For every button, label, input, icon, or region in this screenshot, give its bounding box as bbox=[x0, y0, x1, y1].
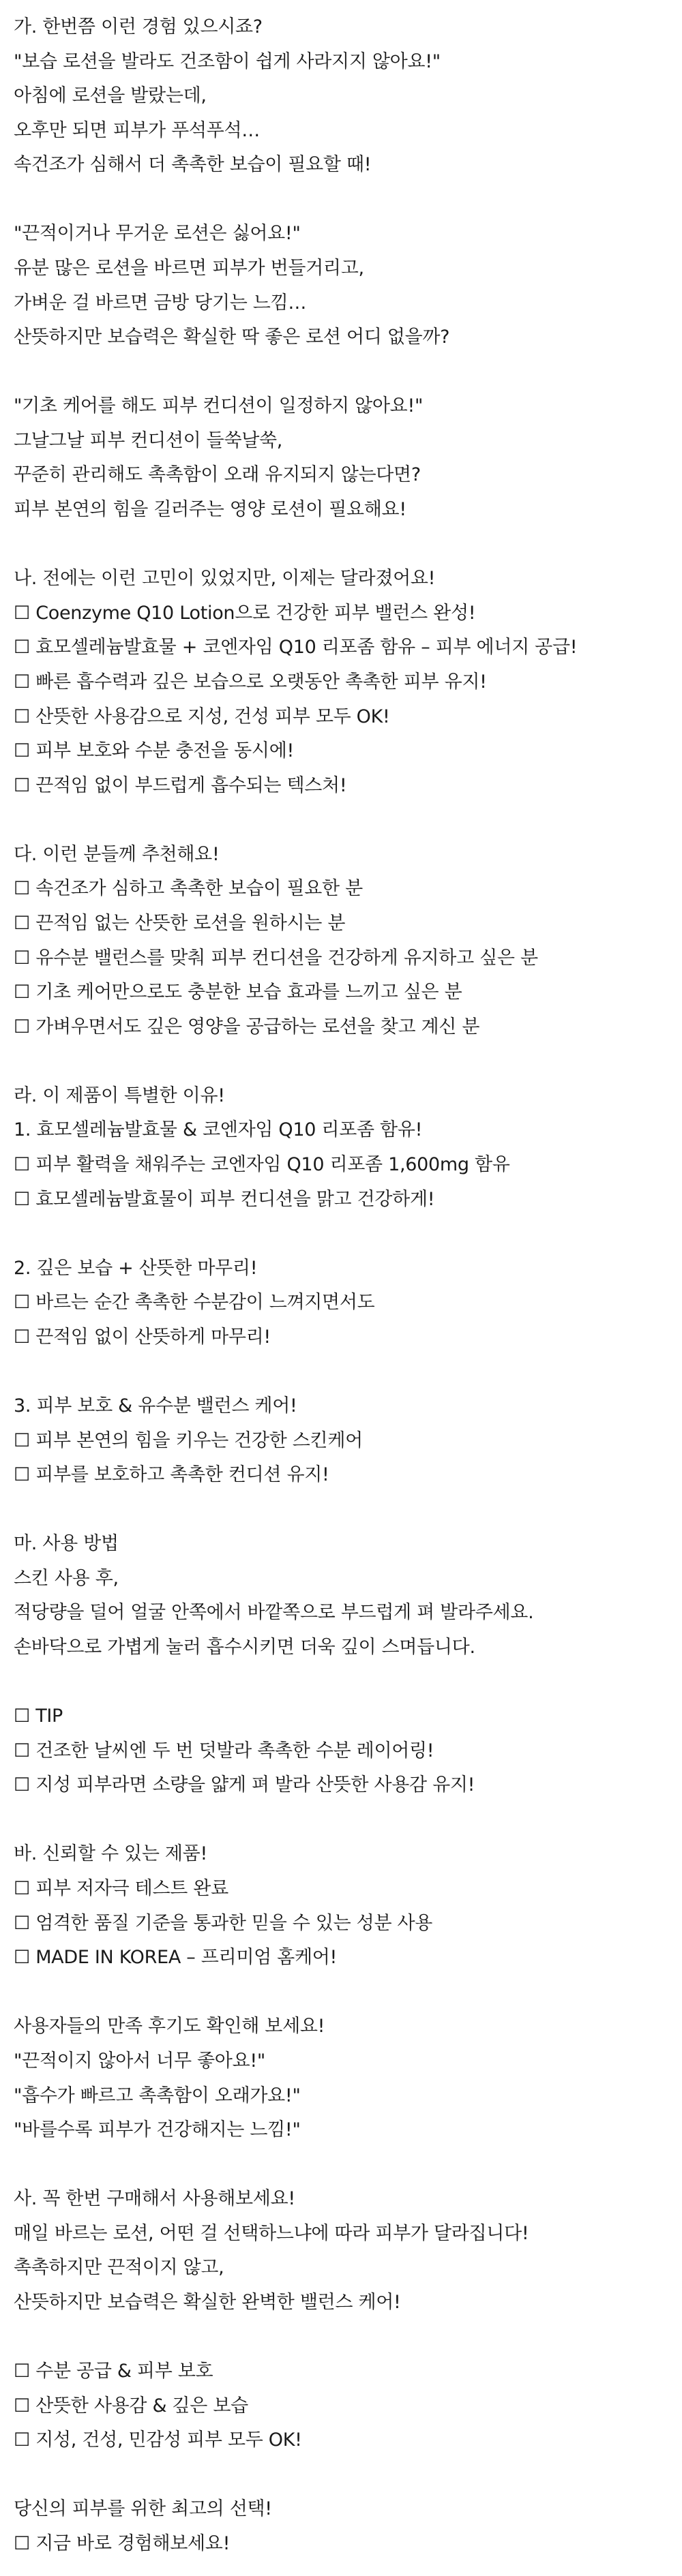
text-line: 산뜻하지만 보습력은 확실한 완벽한 밸런스 케어! bbox=[14, 2292, 401, 2313]
checklist-item: ☐ 엄격한 품질 기준을 통과한 믿을 수 있는 성분 사용 bbox=[14, 1913, 433, 1934]
checklist-item: ☐ 지성 피부라면 소량을 얇게 펴 발라 산뜻한 사용감 유지! bbox=[14, 1774, 475, 1795]
text-line: 적당량을 덜어 얼굴 안쪽에서 바깥쪽으로 부드럽게 펴 발라주세요. bbox=[14, 1602, 534, 1623]
checklist-item: ☐ 빠른 흡수력과 깊은 보습으로 오랫동안 촉촉한 피부 유지! bbox=[14, 671, 487, 693]
text-line: 그날그날 피부 컨디션이 들쑥날쑥, bbox=[14, 430, 283, 451]
checklist-item: ☐ 산뜻한 사용감으로 지성, 건성 피부 모두 OK! bbox=[14, 706, 390, 727]
text-line: 오후만 되면 피부가 푸석푸석… bbox=[14, 120, 260, 141]
closing-checklist-item: ☐ 지금 바로 경험해보세요! bbox=[14, 2533, 231, 2554]
numbered-subheading: 1. 효모셀레늄발효물 & 코엔자임 Q10 리포좀 함유! bbox=[14, 1119, 423, 1140]
checklist-item: ☐ 건조한 날씨엔 두 번 덧발라 촉촉한 수분 레이어링! bbox=[14, 1740, 434, 1761]
section-ba-heading: 바. 신뢰할 수 있는 제품! bbox=[14, 1843, 207, 1864]
checklist-item: ☐ 끈적임 없이 부드럽게 흡수되는 텍스처! bbox=[14, 775, 347, 796]
text-line: 매일 바르는 로션, 어떤 걸 선택하느냐에 따라 피부가 달라집니다! bbox=[14, 2223, 529, 2244]
checklist-item: ☐ 피부 본연의 힘을 키우는 건강한 스킨케어 bbox=[14, 1430, 363, 1451]
checklist-item: ☐ TIP bbox=[14, 1706, 63, 1727]
text-line: 피부 본연의 힘을 길러주는 영양 로션이 필요해요! bbox=[14, 499, 406, 520]
checklist-item: ☐ 지성, 건성, 민감성 피부 모두 OK! bbox=[14, 2429, 302, 2451]
checklist-item: ☐ 피부를 보호하고 촉촉한 컨디션 유지! bbox=[14, 1464, 329, 1485]
checklist-item: ☐ 끈적임 없는 산뜻한 로션을 원하시는 분 bbox=[14, 913, 346, 934]
section-ra-heading: 라. 이 제품이 특별한 이유! bbox=[14, 1085, 225, 1106]
closing-line: 당신의 피부를 위한 최고의 선택! bbox=[14, 2498, 272, 2519]
section-na-heading: 나. 전에는 이런 고민이 있었지만, 이제는 달라졌어요! bbox=[14, 568, 436, 589]
text-line: 가벼운 걸 바르면 금방 당기는 느낌… bbox=[14, 292, 307, 314]
section-sa-heading: 사. 꼭 한번 구매해서 사용해보세요! bbox=[14, 2188, 295, 2209]
text-line: "기초 케어를 해도 피부 컨디션이 일정하지 않아요!" bbox=[14, 395, 424, 416]
section-da-heading: 다. 이런 분들께 추천해요! bbox=[14, 844, 220, 865]
text-line: 속건조가 심해서 더 촉촉한 보습이 필요할 때! bbox=[14, 154, 372, 175]
review-quote: "흡수가 빠르고 촉촉함이 오래가요!" bbox=[14, 2085, 301, 2106]
text-line: "보습 로션을 발라도 건조함이 쉽게 사라지지 않아요!" bbox=[14, 51, 441, 72]
text-line: 촉촉하지만 끈적이지 않고, bbox=[14, 2257, 224, 2278]
numbered-subheading: 3. 피부 보호 & 유수분 밸런스 케어! bbox=[14, 1395, 297, 1416]
checklist-item: ☐ 산뜻한 사용감 & 깊은 보습 bbox=[14, 2395, 248, 2416]
numbered-subheading: 2. 깊은 보습 + 산뜻한 마무리! bbox=[14, 1258, 258, 1279]
checklist-item: ☐ 끈적임 없이 산뜻하게 마무리! bbox=[14, 1327, 271, 1348]
section-ga-heading: 가. 한번쯤 이런 경험 있으시죠? bbox=[14, 16, 263, 37]
review-quote: "끈적이지 않아서 너무 좋아요!" bbox=[14, 2050, 265, 2072]
checklist-item: ☐ 바르는 순간 촉촉한 수분감이 느껴지면서도 bbox=[14, 1292, 375, 1313]
text-line: 스킨 사용 후, bbox=[14, 1568, 119, 1589]
checklist-item: ☐ Coenzyme Q10 Lotion으로 건강한 피부 밸런스 완성! bbox=[14, 603, 476, 624]
text-line: 꾸준히 관리해도 촉촉함이 오래 유지되지 않는다면? bbox=[14, 464, 421, 485]
checklist-item: ☐ 기초 케어만으로도 충분한 보습 효과를 느끼고 싶은 분 bbox=[14, 982, 462, 1003]
review-quote: "바를수록 피부가 건강해지는 느낌!" bbox=[14, 2119, 301, 2140]
checklist-item: ☐ 피부 활력을 채워주는 코엔자임 Q10 리포좀 1,600mg 함유 bbox=[14, 1154, 510, 1175]
checklist-item: ☐ 유수분 밸런스를 맞춰 피부 컨디션을 건강하게 유지하고 싶은 분 bbox=[14, 948, 538, 969]
checklist-item: ☐ 피부 저자극 테스트 완료 bbox=[14, 1878, 228, 1899]
text-line: 산뜻하지만 보습력은 확실한 딱 좋은 로션 어디 없을까? bbox=[14, 327, 450, 348]
checklist-item: ☐ 속건조가 심하고 촉촉한 보습이 필요한 분 bbox=[14, 878, 363, 899]
section-ma-heading: 마. 사용 방법 bbox=[14, 1533, 119, 1554]
text-line: "끈적이거나 무거운 로션은 싫어요!" bbox=[14, 223, 301, 244]
checklist-item: ☐ 수분 공급 & 피부 보호 bbox=[14, 2361, 213, 2382]
checklist-item: ☐ 효모셀레늄발효물이 피부 컨디션을 맑고 건강하게! bbox=[14, 1189, 435, 1210]
text-line: 손바닥으로 가볍게 눌러 흡수시키면 더욱 깊이 스며듭니다. bbox=[14, 1637, 475, 1658]
text-line: 아침에 로션을 발랐는데, bbox=[14, 85, 207, 106]
reviews-heading: 사용자들의 만족 후기도 확인해 보세요! bbox=[14, 2016, 325, 2037]
checklist-item: ☐ 피부 보호와 수분 충전을 동시에! bbox=[14, 740, 295, 761]
checklist-item: ☐ 가벼우면서도 깊은 영양을 공급하는 로션을 찾고 계신 분 bbox=[14, 1016, 480, 1037]
text-line: 유분 많은 로션을 바르면 피부가 번들거리고, bbox=[14, 258, 364, 279]
checklist-item: ☐ 효모셀레늄발효물 + 코엔자임 Q10 리포좀 함유 – 피부 에너지 공급! bbox=[14, 637, 578, 658]
checklist-item: ☐ MADE IN KOREA – 프리미엄 홈케어! bbox=[14, 1947, 338, 1968]
